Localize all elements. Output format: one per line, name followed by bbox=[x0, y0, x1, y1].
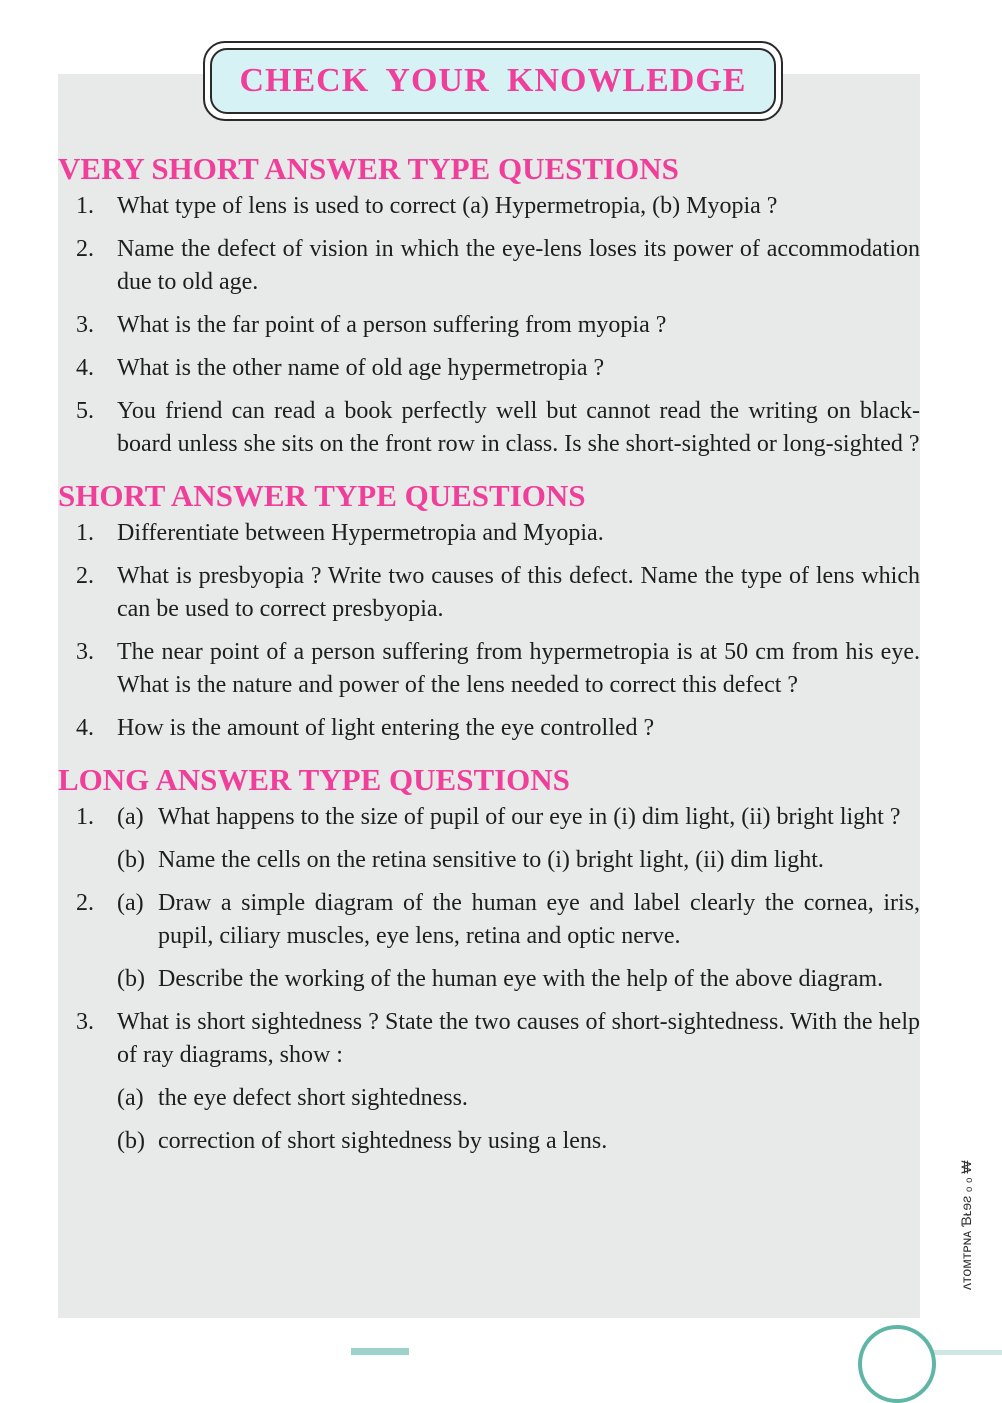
part-text: correction of short sightedness by using a lens. bbox=[158, 1128, 608, 1154]
part-text: Draw a simple diagram of the human eye and label clearly the cornea, iris, pupil, ciliary muscles, eye lens, retina and optic nerve. bbox=[158, 890, 920, 949]
question-text: Differentiate between Hypermetropia and Myopia. bbox=[117, 520, 604, 546]
question-item bbox=[58, 517, 920, 550]
questions-content bbox=[58, 150, 920, 1168]
question-number: 3. bbox=[76, 312, 94, 338]
part-text: What happens to the size of pupil of our eye in (i) dim light, (ii) bright light ? bbox=[158, 804, 901, 830]
question-text: What is the far point of a person suffering from myopia ? bbox=[117, 312, 667, 338]
question-number: 2. bbox=[76, 236, 94, 262]
banner-title: CHECK YOUR KNOWLEDGE bbox=[239, 62, 747, 99]
question-text: What is the other name of old age hypermetropia ? bbox=[117, 355, 605, 381]
section-short-answer bbox=[58, 477, 920, 745]
part-label: (a) bbox=[117, 804, 144, 830]
question-part bbox=[117, 963, 920, 996]
question-item bbox=[58, 801, 920, 877]
part-label: (b) bbox=[117, 847, 145, 873]
part-text: Describe the working of the human eye with the help of the above diagram. bbox=[158, 966, 884, 992]
question-text: The near point of a person suffering from hypermetropia is at 50 cm from his eye. What is the nature and power of the lens needed to correct this defect ? bbox=[117, 639, 920, 698]
question-item bbox=[58, 309, 920, 342]
question-part bbox=[117, 801, 920, 834]
question-number: 3. bbox=[76, 1009, 94, 1035]
footer-accent-bar bbox=[351, 1348, 409, 1355]
part-text: Name the cells on the retina sensitive to (i) bright light, (ii) dim light. bbox=[158, 847, 824, 873]
section-long-answer bbox=[58, 761, 920, 1158]
part-label: (b) bbox=[117, 1128, 145, 1154]
check-your-knowledge-banner bbox=[203, 41, 783, 121]
question-text: What type of lens is used to correct (a) Hypermetropia, (b) Myopia ? bbox=[117, 193, 778, 219]
question-text: How is the amount of light entering the eye controlled ? bbox=[117, 715, 655, 741]
part-label: (a) bbox=[117, 890, 144, 916]
question-number: 1. bbox=[76, 193, 94, 219]
question-text: You friend can read a book perfectly well but cannot read the writing on black-board unless she sits on the front row in class. Is she short-sighted or long-sighted ? bbox=[117, 398, 920, 457]
question-number: 3. bbox=[76, 639, 94, 665]
question-item bbox=[58, 560, 920, 626]
part-label: (b) bbox=[117, 966, 145, 992]
question-item bbox=[58, 190, 920, 223]
question-text: What is presbyopia ? Write two causes of this defect. Name the type of lens which can be used to correct presbyopia. bbox=[117, 563, 920, 622]
question-number: 4. bbox=[76, 715, 94, 741]
section-heading: VERY SHORT ANSWER TYPE QUESTIONS bbox=[58, 151, 679, 186]
question-item bbox=[58, 887, 920, 996]
question-item bbox=[58, 1006, 920, 1158]
question-number: 5. bbox=[76, 398, 94, 424]
question-part bbox=[58, 1125, 920, 1158]
question-part bbox=[58, 1082, 920, 1115]
question-number: 1. bbox=[76, 520, 94, 546]
question-item bbox=[58, 712, 920, 745]
question-item bbox=[58, 233, 920, 299]
question-number: 2. bbox=[76, 890, 94, 916]
section-very-short-answer bbox=[58, 150, 920, 461]
question-text: What is short sightedness ? State the two causes of short-sightedness. With the help of ray diagrams, show : bbox=[117, 1009, 920, 1068]
part-label: (a) bbox=[117, 1085, 144, 1111]
side-watermark-text: ᴧᴛᴏᴍᴛᴘɴᴀ Ɓᴌɘƨ ₒ ₒ ₩ bbox=[958, 1160, 974, 1290]
section-heading: SHORT ANSWER TYPE QUESTIONS bbox=[58, 478, 586, 513]
question-number: 4. bbox=[76, 355, 94, 381]
question-part bbox=[117, 844, 920, 877]
question-text: Name the defect of vision in which the eye-lens loses its power of accommodation due to old age. bbox=[117, 236, 920, 295]
footer-accent-line bbox=[930, 1350, 1002, 1355]
question-number: 1. bbox=[76, 804, 94, 830]
question-item bbox=[58, 352, 920, 385]
question-item bbox=[58, 395, 920, 461]
question-number: 2. bbox=[76, 563, 94, 589]
section-heading: LONG ANSWER TYPE QUESTIONS bbox=[58, 762, 570, 797]
question-part bbox=[117, 887, 920, 953]
banner-inner-frame bbox=[210, 48, 776, 114]
question-item bbox=[58, 636, 920, 702]
part-text: the eye defect short sightedness. bbox=[158, 1085, 468, 1111]
page-number-badge bbox=[858, 1325, 936, 1403]
